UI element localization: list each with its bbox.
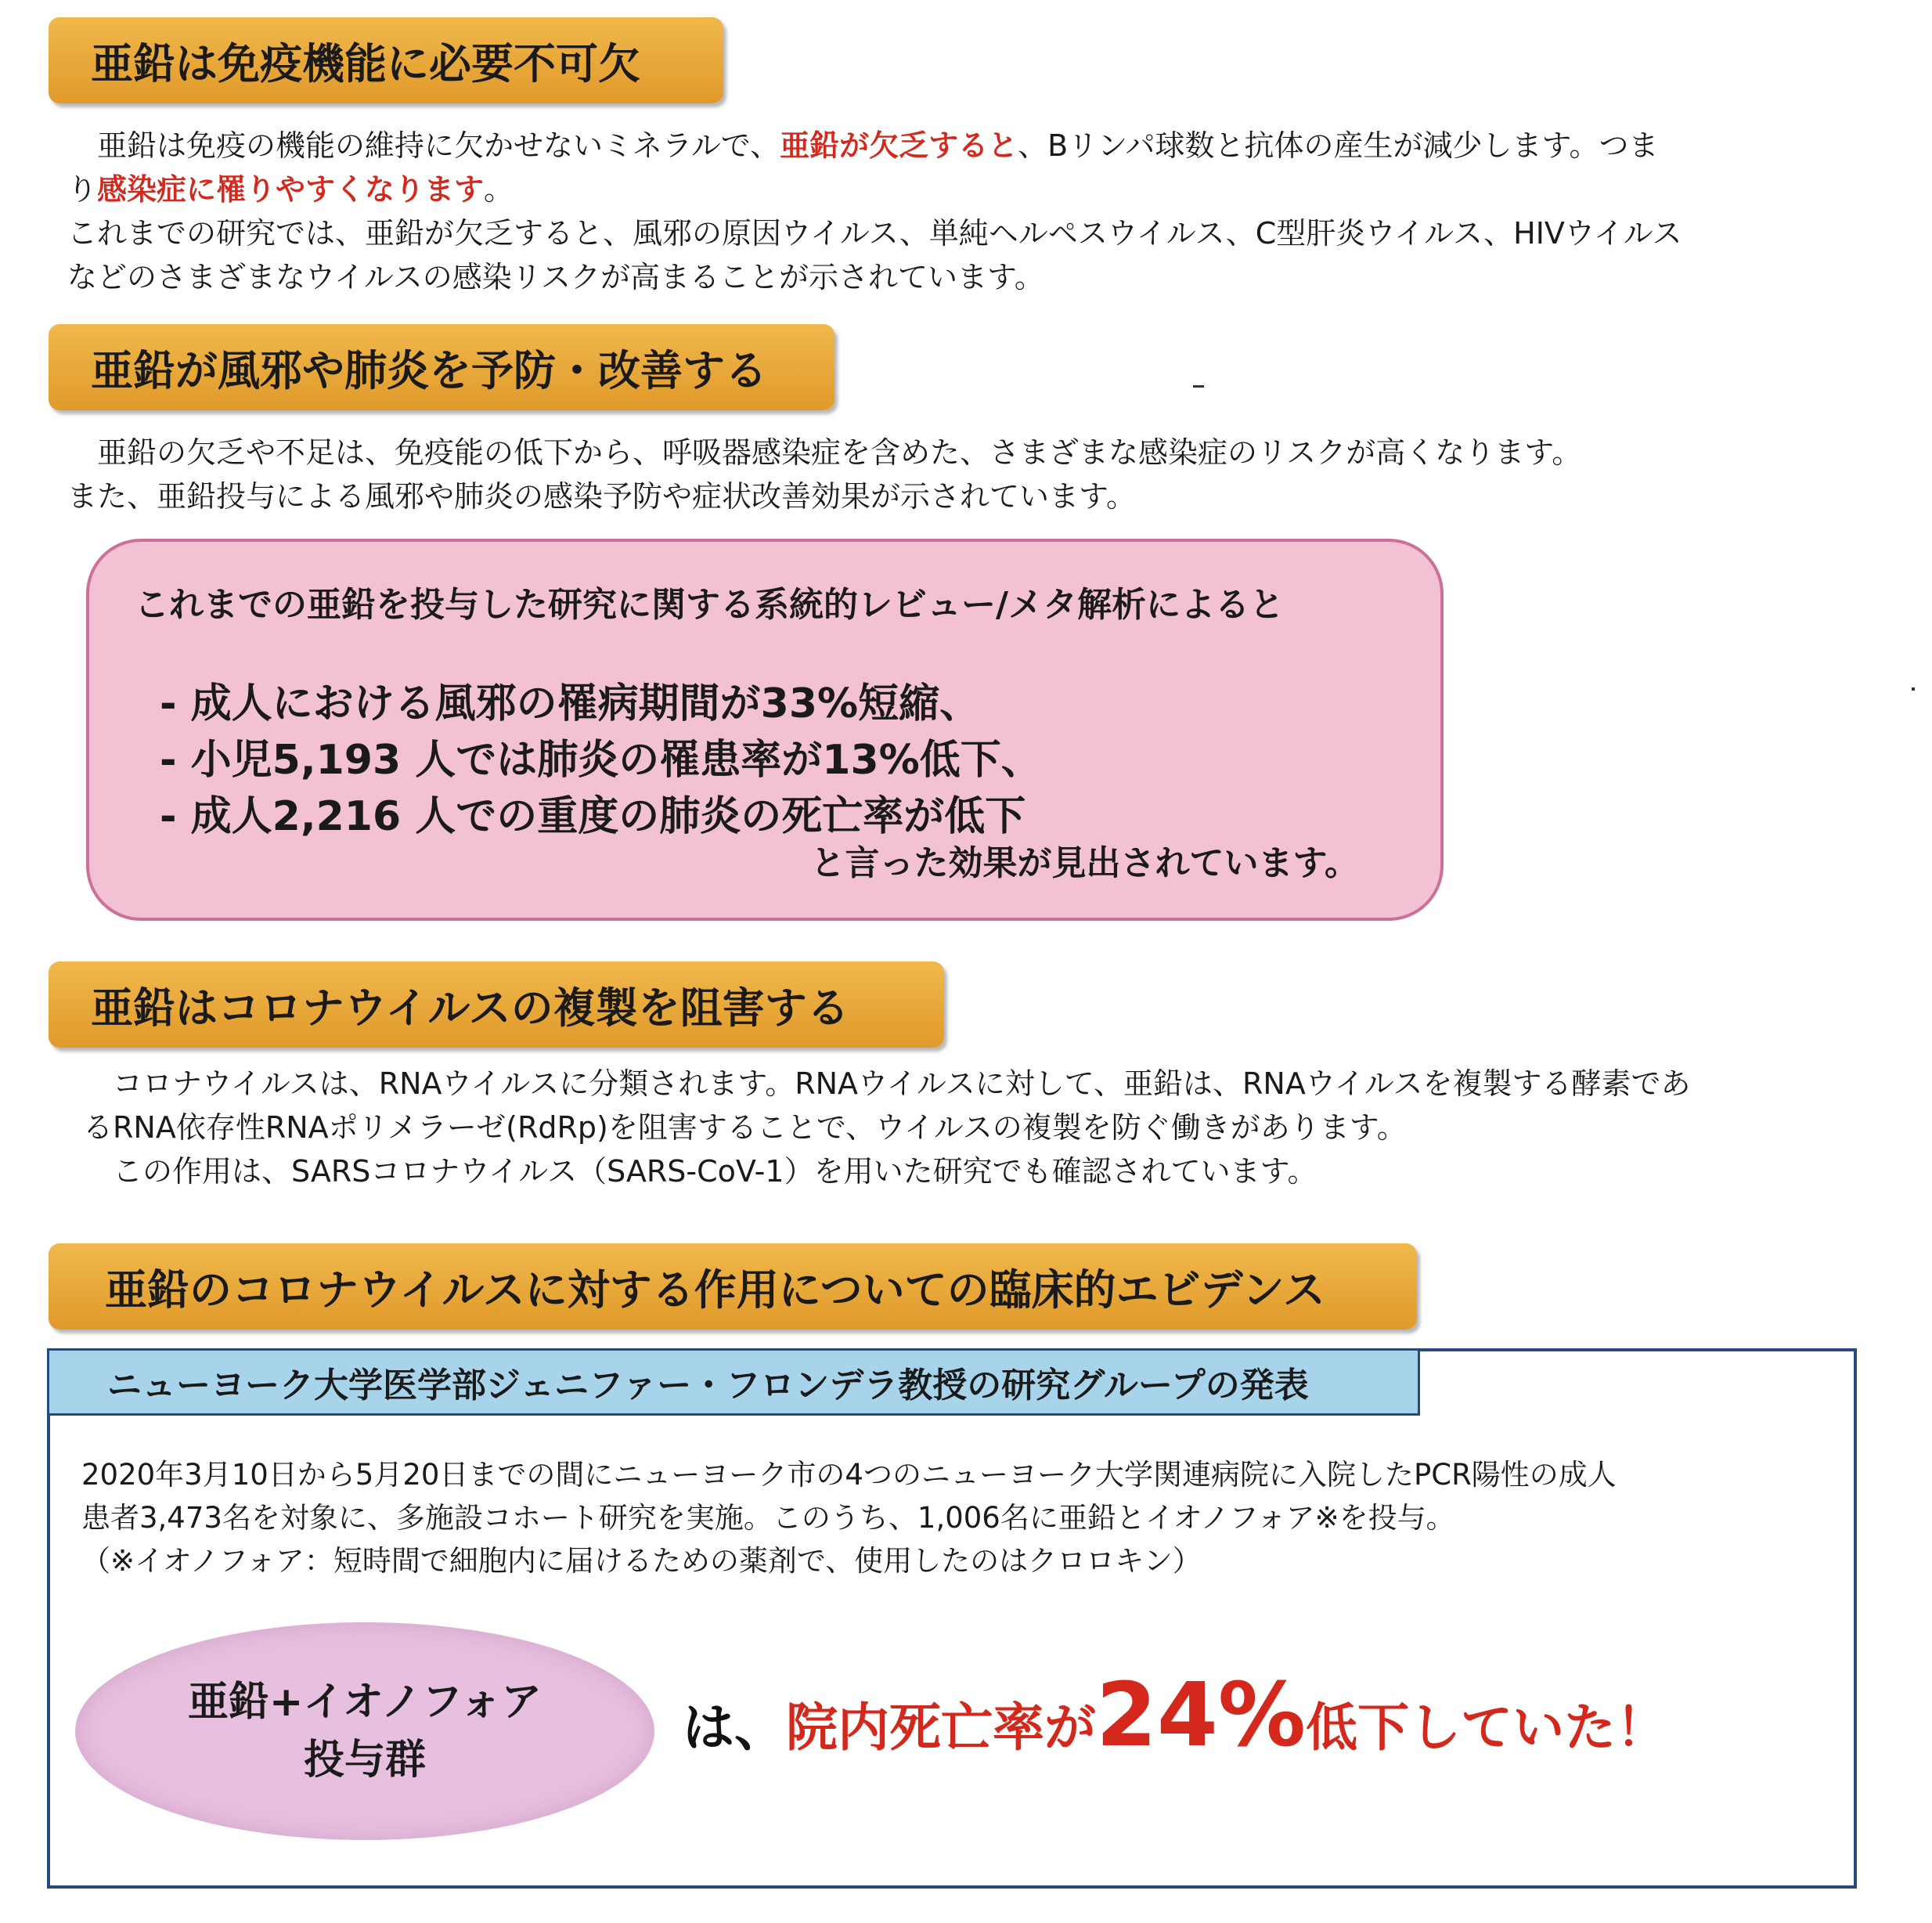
meta-analysis-tail: と言った効果が見出されています。 xyxy=(810,843,1359,883)
scan-speck xyxy=(1193,385,1204,388)
result-particle: は、 xyxy=(683,1698,786,1758)
cold-line-1: 亜鉛の欠乏や不足は、免疫能の低下から、呼吸器感染症を含めた、さまざまな感染症のリスクが高くなります。 xyxy=(67,435,1582,470)
section-heading-clinical-evidence: 亜鉛のコロナウイルスに対する作用についての臨床的エビデンス xyxy=(49,1243,1417,1330)
infection-risk-highlight: 感染症に罹りやすくなります xyxy=(97,172,485,207)
replication-line-3: この作用は、SARSコロナウイルス（SARS-CoV-1）を用いた研究でも確認されています。 xyxy=(83,1154,1317,1189)
study-line-1: 2020年3月10日から5月20日までの間にニューヨーク市の4つのニューヨーク大学関連病院に入院したPCR陽性の成人 xyxy=(81,1458,1617,1492)
result-decrease-label: 低下していた！ xyxy=(1306,1698,1668,1758)
cold-paragraph xyxy=(67,431,1581,518)
immune-line-1: 亜鉛は免疫の機能の維持に欠かせないミネラルで、亜鉛が欠乏すると、Bリンパ球数と抗体の産生が減少します。つま xyxy=(67,128,1659,163)
immune-line-4: などのさまざまなウイルスの感染リスクが高まることが示されています。 xyxy=(67,260,1044,294)
section-heading-replication: 亜鉛はコロナウイルスの複製を阻害する xyxy=(49,962,944,1048)
cold-line-2: また、亜鉛投与による風邪や肺炎の感染予防や症状改善効果が示されています。 xyxy=(67,479,1136,514)
replication-line-2: るRNA依存性RNAポリメラーゼ(RdRp)を阻害することで、ウイルスの複製を防ぐ働きがあります。 xyxy=(83,1110,1407,1145)
immune-line-2: り感染症に罹りやすくなります。 xyxy=(67,172,514,207)
section-heading-immune: 亜鉛は免疫機能に必要不可欠 xyxy=(49,17,723,103)
zinc-deficiency-highlight: 亜鉛が欠乏すると xyxy=(780,128,1018,163)
section-heading-cold-pneumonia: 亜鉛が風邪や肺炎を予防・改善する xyxy=(49,324,834,410)
meta-bullet-adults: - 成人2,216 人での重度の肺炎の死亡率が低下 xyxy=(160,793,1026,840)
meta-analysis-lead: これまでの亜鉛を投与した研究に関する系統的レビュー/メタ解析によると xyxy=(135,585,1285,625)
study-line-2: 患者3,473名を対象に、多施設コホート研究を実施。このうち、1,006名に亜鉛とイオノフォア※を投与。 xyxy=(81,1501,1455,1535)
replication-line-1: コロナウイルスは、RNAウイルスに分類されます。RNAウイルスに対して、亜鉛は、RNAウイルスを複製する酵素であ xyxy=(83,1066,1691,1101)
study-box xyxy=(47,1348,1857,1889)
mortality-result xyxy=(683,1665,1667,1766)
study-heading: ニューヨーク大学医学部ジェニファー・フロンデラ教授の研究グループの発表 xyxy=(47,1348,1420,1416)
immune-paragraph xyxy=(67,124,1682,299)
treatment-group-ellipse xyxy=(75,1622,654,1840)
replication-paragraph xyxy=(83,1062,1691,1193)
study-line-3: （※イオノフォア：短時間で細胞内に届けるための薬剤で、使用したのはクロロキン） xyxy=(81,1544,1202,1578)
result-percentage: 24% xyxy=(1096,1665,1307,1766)
study-description xyxy=(81,1453,1617,1582)
meta-analysis-box xyxy=(86,539,1444,921)
meta-bullet-children: - 小児5,193 人では肺炎の罹患率が13%低下、 xyxy=(160,737,1042,784)
meta-bullet-cold: - 成人における風邪の罹病期間が33%短縮、 xyxy=(160,680,981,727)
result-mortality-label: 院内死亡率が xyxy=(786,1698,1096,1758)
treatment-group-line-1: 亜鉛+イオノフォア xyxy=(187,1679,542,1726)
treatment-group-line-2: 投与群 xyxy=(303,1737,426,1784)
immune-line-3: これまでの研究では、亜鉛が欠乏すると、風邪の原因ウイルス、単純ヘルペスウイルス、C型肝炎ウイルス、HIVウイルス xyxy=(67,216,1682,251)
scan-speck xyxy=(1912,687,1915,691)
